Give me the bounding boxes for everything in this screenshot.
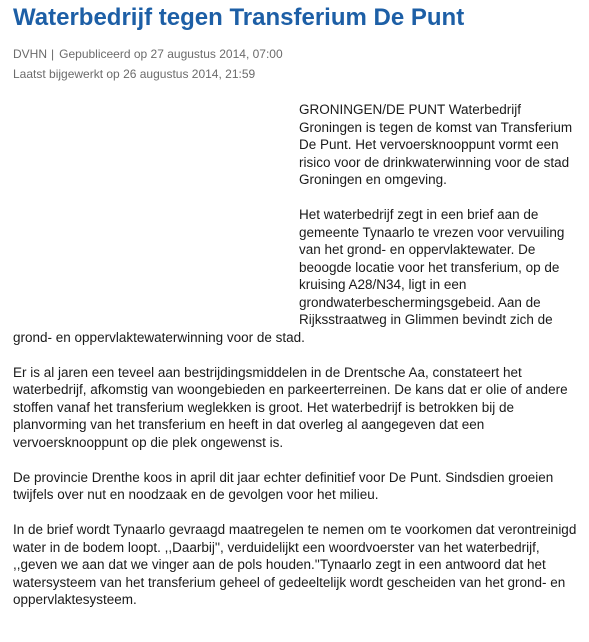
updated-date: Laatst bijgewerkt op 26 augustus 2014, 21:59 (13, 67, 256, 81)
article-paragraph: Het waterbedrijf zegt in een brief aan de gemeente Tynaarlo te vrezen voor vervuiling van het grond- en oppervlaktewater. De beoogde locatie voor het transferium, op de kruising A28/N34, ligt in een grondwaterbeschermingsgebeid. Aan de Rijksstraatweg in Glimmen bevindt zich de grond- en oppervlaktewaterwinning voor de stad. (13, 207, 565, 345)
article-paragraph: In de brief wordt Tynaarlo gevraagd maatregelen te nemen om te voorkomen dat verontreinigd water in de bodem loopt. ,,Daarbij'', verduidelijkt een woordvoerster van het waterbedrijf, ,,geven we aan dat we vinger aan de pols houden.''Tynaarlo zegt in een antwoord dat het watersysteem van het transferium geheel of gedeeltelijk wordt gescheiden van het grond- en oppervlaktesysteem. (13, 522, 577, 607)
article-body (13, 101, 587, 609)
media-placeholder (13, 101, 299, 325)
article-title: Waterbedrijf tegen Transferium De Punt (13, 4, 465, 31)
article-paragraph: De provincie Drenthe koos in april dit jaar echter definitief voor De Punt. Sindsdien groeien twijfels over nut en noodzaak en de gevolgen voor het milieu. (13, 469, 554, 502)
article-source: DVHN (13, 47, 48, 61)
article-paragraph: Er is al jaren een teveel aan bestrijdingsmiddelen in de Drentsche Aa, constateert het waterbedrijf, afkomstig van woongebieden en parkeerterreinen. De kans dat er olie of andere stoffen vanaf het transferium weglekken is groot. Het waterbedrijf is betrokken bij de planvorming van het transferium en heeft in dat overleg al aangegeven dat een vervoersknooppunt op die plek ongewenst is. (13, 364, 568, 450)
article-byline (13, 47, 283, 61)
article-paragraph-lead: GRONINGEN/DE PUNT Waterbedrijf Groningen is tegen de komst van Transferium De Punt. Het vervoersknooppunt vormt een risico voor de drinkwaterwinning voor de stad Groningen en omgeving. (299, 102, 573, 187)
published-date: Gepubliceerd op 27 augustus 2014, 07:00 (59, 47, 283, 61)
byline-separator: | (51, 47, 55, 61)
